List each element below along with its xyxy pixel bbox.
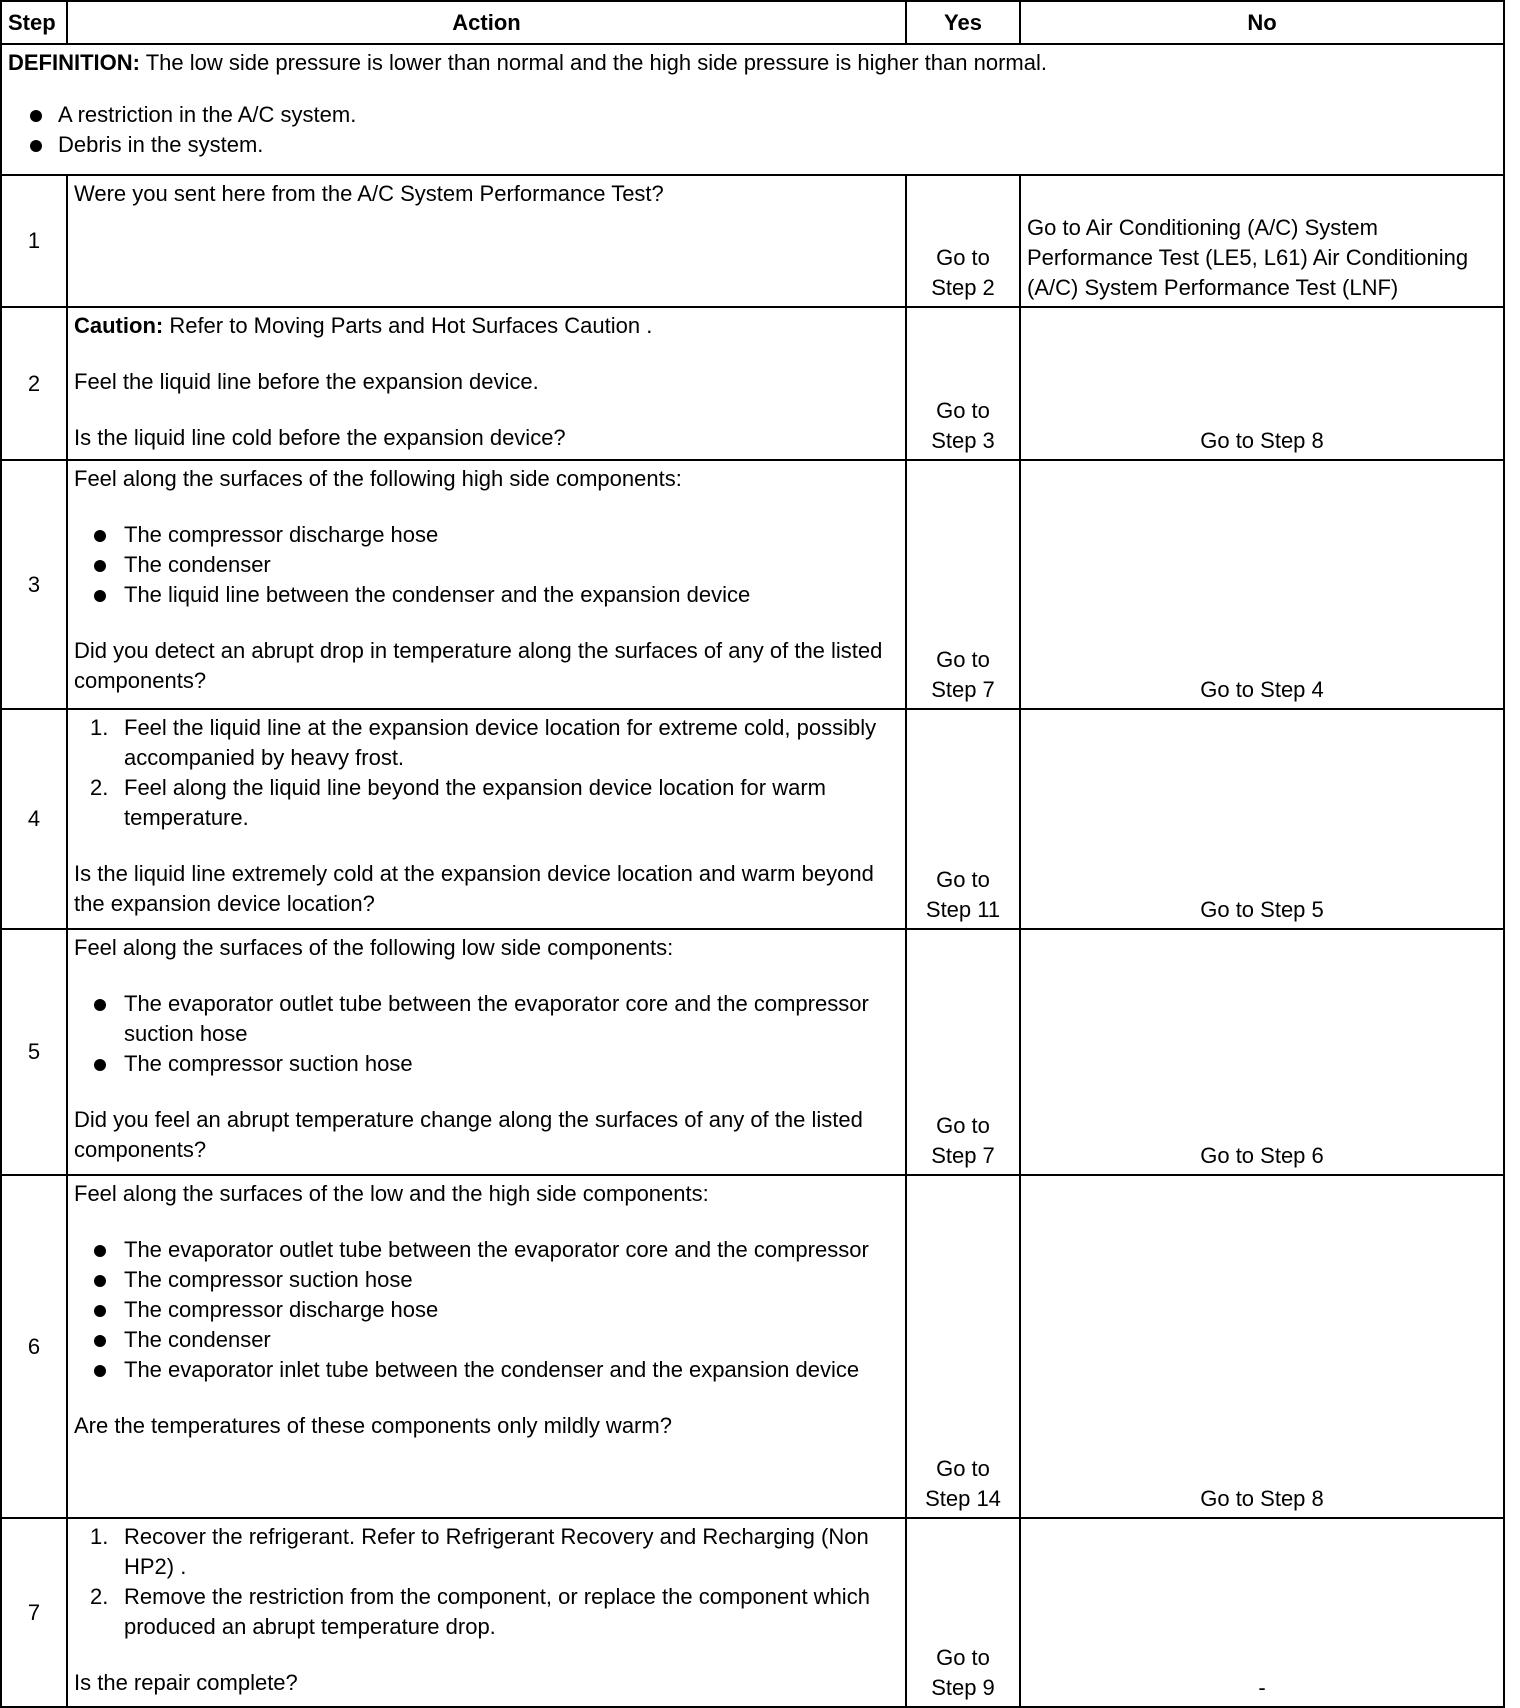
list-item: The evaporator outlet tube between the evaporator core and the compressor bbox=[74, 1235, 899, 1265]
action-cell bbox=[67, 1518, 906, 1707]
component-list bbox=[74, 1235, 899, 1385]
list-item: A restriction in the A/C system. bbox=[8, 100, 1497, 130]
step-number: 6 bbox=[1, 1175, 67, 1518]
item-number: 2. bbox=[90, 775, 109, 800]
yes-link[interactable]: Go to Step 7 bbox=[906, 460, 1020, 709]
question-text: Is the liquid line cold before the expansion device? bbox=[74, 425, 566, 450]
list-item: The evaporator outlet tube between the evaporator core and the compressor suction hose bbox=[74, 989, 899, 1049]
numbered-list bbox=[74, 1522, 899, 1642]
step-number: 5 bbox=[1, 929, 67, 1175]
question-text: Were you sent here from the A/C System Performance Test? bbox=[74, 181, 664, 206]
list-item: The compressor suction hose bbox=[74, 1049, 899, 1079]
action-cell bbox=[67, 175, 906, 307]
caution-body: Refer to Moving Parts and Hot Surfaces Caution . bbox=[163, 313, 653, 338]
definition-label: DEFINITION: bbox=[8, 50, 140, 75]
no-link: - bbox=[1020, 1518, 1504, 1707]
header-yes: Yes bbox=[906, 1, 1020, 44]
action-cell bbox=[67, 929, 906, 1175]
list-item: The evaporator inlet tube between the condenser and the expansion device bbox=[74, 1355, 899, 1385]
table-row bbox=[1, 929, 1504, 1175]
item-text: Feel along the liquid line beyond the expansion device location for warm temperature. bbox=[124, 775, 826, 830]
definition-cell bbox=[1, 44, 1504, 175]
yes-link[interactable]: Go to Step 14 bbox=[906, 1175, 1020, 1518]
caution-text bbox=[74, 311, 899, 341]
action-cell bbox=[67, 307, 906, 460]
step-number: 2 bbox=[1, 307, 67, 460]
yes-link[interactable]: Go to Step 11 bbox=[906, 709, 1020, 929]
yes-link[interactable]: Go to Step 7 bbox=[906, 929, 1020, 1175]
list-item bbox=[74, 773, 899, 833]
list-item: The compressor suction hose bbox=[74, 1265, 899, 1295]
question-text: Did you detect an abrupt drop in temperature along the surfaces of any of the listed components? bbox=[74, 638, 883, 693]
numbered-list bbox=[74, 713, 899, 833]
table-row bbox=[1, 1175, 1504, 1518]
list-item: The condenser bbox=[74, 1325, 899, 1355]
intro-text: Feel along the surfaces of the following high side components: bbox=[74, 466, 682, 491]
instruction-text: Feel the liquid line before the expansion device. bbox=[74, 369, 539, 394]
yes-link[interactable]: Go to Step 3 bbox=[906, 307, 1020, 460]
no-link[interactable]: Go to Air Conditioning (A/C) System Performance Test (LE5, L61) Air Conditioning (A/C) System Performance Test (LNF) bbox=[1020, 175, 1504, 307]
list-item: The compressor discharge hose bbox=[74, 1295, 899, 1325]
action-cell bbox=[67, 460, 906, 709]
list-item: The compressor discharge hose bbox=[74, 520, 899, 550]
table-row bbox=[1, 307, 1504, 460]
item-number: 1. bbox=[90, 1524, 109, 1549]
question-text: Are the temperatures of these components only mildly warm? bbox=[74, 1413, 672, 1438]
intro-text: Feel along the surfaces of the following low side components: bbox=[74, 935, 674, 960]
header-no: No bbox=[1020, 1, 1504, 44]
item-text: Feel the liquid line at the expansion device location for extreme cold, possibly accompanied by heavy frost. bbox=[124, 715, 877, 770]
item-number: 2. bbox=[90, 1584, 109, 1609]
list-item bbox=[74, 713, 899, 773]
definition-text bbox=[8, 48, 1497, 78]
yes-link[interactable]: Go to Step 9 bbox=[906, 1518, 1020, 1707]
list-item: The condenser bbox=[74, 550, 899, 580]
no-link[interactable]: Go to Step 4 bbox=[1020, 460, 1504, 709]
caution-label: Caution: bbox=[74, 313, 164, 338]
question-text: Is the liquid line extremely cold at the expansion device location and warm beyond the expansion device location? bbox=[74, 861, 874, 916]
component-list bbox=[74, 520, 899, 610]
list-item: Debris in the system. bbox=[8, 130, 1497, 160]
header-action: Action bbox=[67, 1, 906, 44]
no-link[interactable]: Go to Step 8 bbox=[1020, 307, 1504, 460]
definition-bullets bbox=[8, 100, 1497, 160]
item-text: Recover the refrigerant. Refer to Refrigerant Recovery and Recharging (Non HP2) . bbox=[124, 1524, 869, 1579]
header-row bbox=[1, 1, 1504, 44]
yes-link[interactable]: Go to Step 2 bbox=[906, 175, 1020, 307]
intro-text: Feel along the surfaces of the low and the high side components: bbox=[74, 1181, 709, 1206]
item-text: Remove the restriction from the component, or replace the component which produced an abrupt temperature drop. bbox=[124, 1584, 870, 1639]
step-number: 3 bbox=[1, 460, 67, 709]
list-item bbox=[74, 1522, 899, 1582]
step-number: 7 bbox=[1, 1518, 67, 1707]
no-link[interactable]: Go to Step 6 bbox=[1020, 929, 1504, 1175]
table-row bbox=[1, 709, 1504, 929]
definition-body: The low side pressure is lower than normal and the high side pressure is higher than normal. bbox=[140, 50, 1047, 75]
action-cell bbox=[67, 1175, 906, 1518]
table-row bbox=[1, 460, 1504, 709]
table-row bbox=[1, 175, 1504, 307]
step-number: 1 bbox=[1, 175, 67, 307]
item-number: 1. bbox=[90, 715, 109, 740]
no-link[interactable]: Go to Step 5 bbox=[1020, 709, 1504, 929]
step-number: 4 bbox=[1, 709, 67, 929]
component-list bbox=[74, 989, 899, 1079]
question-text: Did you feel an abrupt temperature change along the surfaces of any of the listed components? bbox=[74, 1107, 863, 1162]
list-item bbox=[74, 1582, 899, 1642]
table-row bbox=[1, 1518, 1504, 1707]
no-link[interactable]: Go to Step 8 bbox=[1020, 1175, 1504, 1518]
header-step: Step bbox=[1, 1, 67, 44]
definition-row bbox=[1, 44, 1504, 175]
action-cell bbox=[67, 709, 906, 929]
question-text: Is the repair complete? bbox=[74, 1670, 298, 1695]
list-item: The liquid line between the condenser and the expansion device bbox=[74, 580, 899, 610]
